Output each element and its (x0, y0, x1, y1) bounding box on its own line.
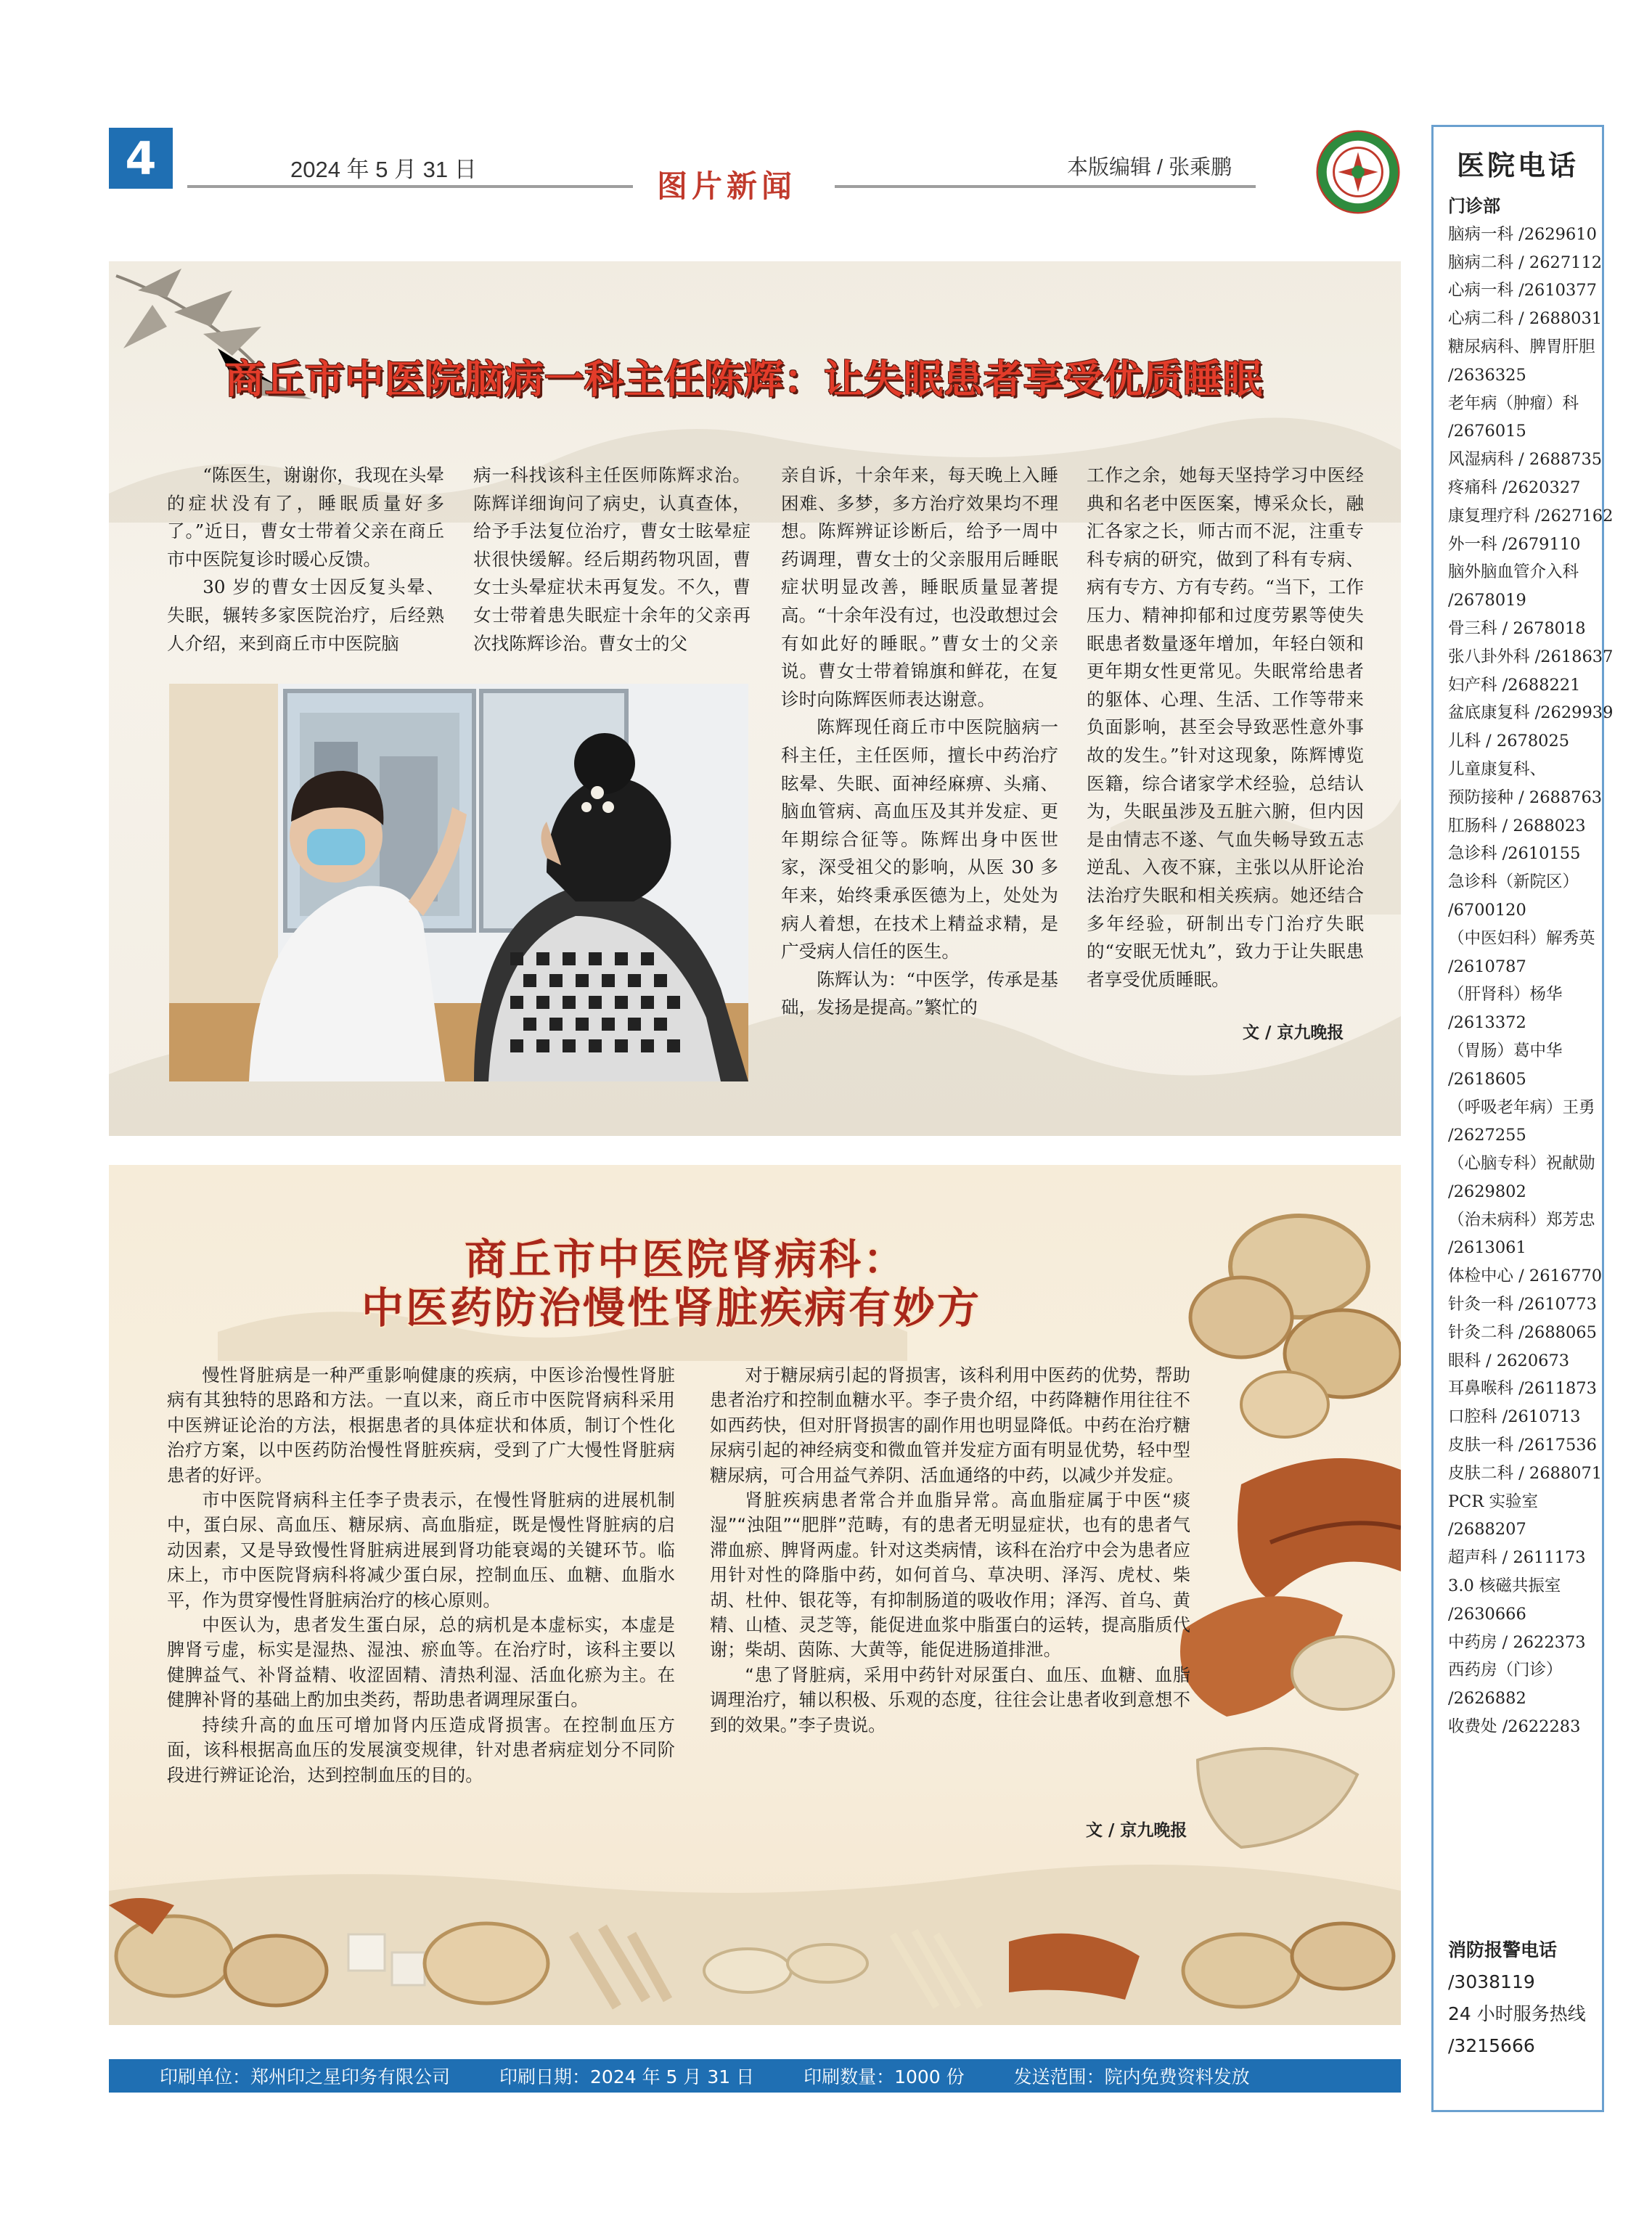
directory-entry: 眼科 / 2620673 (1448, 1351, 1570, 1370)
directory-entry: /2627255 (1448, 1126, 1526, 1145)
directory-entry: 糖尿病科、脾胃肝胆 (1448, 337, 1595, 356)
article-1-column-3 (781, 462, 1058, 1022)
article-1-byline: 文 / 京九晚报 (1243, 1023, 1344, 1042)
footer-print-date: 印刷日期：2024 年 5 月 31 日 (499, 2066, 755, 2087)
directory-title: 医院电话 (1456, 150, 1579, 181)
paragraph: 对于糖尿病引起的肾损害，该科利用中医药的优势，帮助患者治疗和控制血糖水平。李子贵介绍，中药降糖作用往往不如西药快，但对肝肾损害的副作用也明显降低。中药在治疗糖尿病引起的神经病变和微血管并发症方面有明显优势，轻中型糖尿病，可合用益气养阴、活血通络的中药，以减少并发症。 (710, 1365, 1190, 1486)
article-1-column-2 (473, 462, 751, 658)
directory-entry: 心病二科 / 2688031 (1448, 309, 1603, 329)
paragraph: 工作之余，她每天坚持学习中医经典和名老中医医案，博采众长，融汇各家之长，师古而不泥，注重专科专病的研究，做到了科有专病、病有专方、方有专药。“当下，工作压力、精神抑郁和过度劳累等使失眠患者数量逐年增加，年轻白领和更年期女性更常见。失眠常给患者的躯体、心理、生活、工作等带来负面影响，甚至会导致恶性意外事故的发生。”针对这现象，陈辉博览医籍，综合诸家学术经验，总结认为，失眠虽涉及五脏六腑，但内因是由情志不遂、气血失畅导致五志逆乱、入夜不寐，主张以从肝论治法治疗失眠和相关疾病。她还结合多年经验，研制出专门治疗失眠的“安眠无忧丸”，致力于让失眠患者享受优质睡眠。 (1087, 465, 1364, 990)
hospital-logo-icon (1315, 129, 1401, 215)
directory-entry: 预防接种 / 2688763 (1448, 788, 1603, 807)
article-1-column-4 (1087, 462, 1364, 994)
hospital-phone-directory (1431, 125, 1614, 2112)
paragraph: 亲自诉，十余年来，每天晚上入睡困难、多梦，多方治疗效果均不理想。陈辉辨证诊断后，给予一周中药调理，曹女士的父亲服用后睡眠症状明显改善，睡眠质量显著提高。“十余年没有过，也没敢想过会有如此好的睡眠。”曹女士的父亲说。曹女士带着锦旗和鲜花，在复诊时向陈辉医师表达谢意。 (781, 465, 1058, 710)
directory-entry: （呼吸老年病）王勇 (1448, 1097, 1595, 1117)
directory-entry: /2630666 (1448, 1604, 1526, 1624)
paragraph: 陈辉认为：“中医学，传承是基础，发扬是提高。”繁忙的 (781, 968, 1058, 1018)
doctor-treating-patient-photo (169, 684, 748, 1081)
header-rule-left (187, 185, 633, 188)
directory-entry: 老年病（肿瘤）科 (1448, 393, 1579, 413)
directory-entry: /2629802 (1448, 1182, 1526, 1201)
paragraph: “患了肾脏病，采用中药针对尿蛋白、血压、血糖、血脂调理治疗，辅以积极、乐观的态度，往往会让患者收到意想不到的效果。”李子贵说。 (710, 1664, 1190, 1735)
directory-entry: 风湿病科 / 2688735 (1448, 450, 1603, 470)
directory-entry: 儿科 / 2678025 (1448, 732, 1570, 751)
directory-entry: /2613061 (1448, 1238, 1526, 1258)
article-2-title-line-2: 中医药防治慢性肾脏疾病有妙方 (361, 1283, 982, 1333)
page-editor: 本版编辑 / 张乘鹏 (1067, 156, 1232, 179)
directory-entry: /2678019 (1448, 591, 1526, 610)
directory-entry: 肛肠科 / 2688023 (1448, 816, 1586, 835)
directory-entry: 西药房（门诊） (1448, 1661, 1563, 1680)
directory-entry: 针灸一科 /2610773 (1448, 1295, 1597, 1314)
paragraph: 慢性肾脏病是一种严重影响健康的疾病，中医诊治慢性肾脏病有其独特的思路和方法。一直以来，商丘市中医院肾病科采用中医辨证论治的方法，根据患者的具体症状和体质，制订个性化治疗方案，以中医药防治慢性肾脏疾病，受到了广大慢性肾脏病患者的好评。 (167, 1365, 675, 1486)
directory-entry: （心脑专科）祝献勋 (1448, 1154, 1595, 1174)
hotline-label: 24 小时服务热线 (1448, 2003, 1586, 2024)
directory-entry: （中医妇科）解秀英 (1448, 928, 1595, 948)
directory-entry: 脑病二科 / 2627112 (1448, 253, 1603, 272)
issue-date: 2024 年 5 月 31 日 (290, 157, 477, 182)
directory-entry: 3.0 核磁共振室 (1448, 1576, 1561, 1596)
directory-entry: 急诊科（新院区） (1448, 872, 1579, 892)
emergency-numbers (1448, 1934, 1600, 2062)
directory-entry: 皮肤一科 /2617536 (1448, 1436, 1597, 1455)
page-number: 4 (109, 128, 173, 189)
print-info-footer (109, 2059, 1401, 2093)
directory-entry: /2676015 (1448, 422, 1526, 441)
directory-entry: 体检中心 / 2616770 (1448, 1267, 1603, 1286)
directory-entry: （胃肠）葛中华 (1448, 1041, 1563, 1060)
hotline-number: /3215666 (1448, 2035, 1535, 2056)
directory-entry: 心病一科 /2610377 (1448, 281, 1597, 300)
directory-entry: PCR 实验室 (1448, 1492, 1538, 1511)
paragraph: 陈辉现任商丘市中医院脑病一科主任，主任医师，擅长中药治疗眩晕、失眠、面神经麻痹、头痛、脑血管病、高血压及其并发症、更年期综合征等。陈辉出身中医世家，深受祖父的影响，从医 30 多年来，始终秉承医德为上，处处为病人着想，在技术上精益求精，是广受病人信任的医生。 (781, 716, 1058, 962)
article-2-byline: 文 / 京九晚报 (1086, 1820, 1187, 1840)
article-2-column-1 (167, 1363, 675, 1788)
paragraph: 30 岁的曹女士因反复头晕、失眠，辗转多家医院治疗，后经熟人介绍，来到商丘市中医院脑 (167, 576, 444, 654)
header-rule-right (835, 185, 1256, 188)
directory-entry: 康复理疗科 /2627162 (1448, 506, 1614, 525)
footer-quantity: 印刷数量：1000 份 (803, 2066, 965, 2087)
directory-entry: /2610787 (1448, 957, 1526, 976)
directory-entry: 中药房 / 2622373 (1448, 1632, 1586, 1652)
directory-entry: /2688207 (1448, 1520, 1526, 1539)
directory-list (1448, 192, 1614, 1741)
directory-entry: /2613372 (1448, 1013, 1526, 1033)
paragraph: 中医认为，患者发生蛋白尿，总的病机是本虚标实，本虚是脾肾亏虚，标实是湿热、湿浊、瘀血等。在治疗时，该科主要以健脾益气、补肾益精、收涩固精、清热利湿、活血化瘀为主。在健脾补肾的基础上酌加虫类药，帮助患者调理尿蛋白。 (167, 1615, 675, 1711)
footer-distribution: 发送范围：院内免费资料发放 (1013, 2066, 1250, 2087)
article-1-column-1 (167, 462, 444, 658)
directory-entry: 脑外脑血管介入科 (1448, 563, 1579, 582)
article-2-column-2 (710, 1363, 1190, 1738)
directory-entry: 骨三科 / 2678018 (1448, 618, 1586, 638)
directory-entry: /6700120 (1448, 900, 1526, 920)
directory-entry: 超声科 / 2611173 (1448, 1548, 1586, 1568)
footer-printer: 印刷单位：郑州印之星印务有限公司 (160, 2066, 451, 2087)
directory-entry: 收费处 /2622283 (1448, 1717, 1581, 1737)
directory-entry: /2636325 (1448, 365, 1526, 385)
directory-entry: （肝肾科）杨华 (1448, 985, 1563, 1005)
directory-entry: 皮肤二科 / 2688071 (1448, 1463, 1603, 1483)
directory-entry: 针灸二科 /2688065 (1448, 1322, 1597, 1342)
directory-entry: 张八卦外科 /2618637 (1448, 647, 1614, 666)
directory-entry: 耳鼻喉科 /2611873 (1448, 1379, 1597, 1399)
directory-entry: 口腔科 /2610713 (1448, 1407, 1581, 1427)
fire-alarm-number: /3038119 (1448, 1971, 1535, 1992)
fire-alarm-label: 消防报警电话 (1448, 1939, 1558, 1960)
paragraph: 病一科找该科主任医师陈辉求治。陈辉详细询问了病史，认真查体，给予手法复位治疗，曹女士眩晕症状很快缓解。经后期药物巩固，曹女士头晕症状未再复发。不久，曹女士带着患失眠症十余年的父亲再次找陈辉诊治。曹女士的父 (473, 465, 751, 654)
directory-entry: 脑病一科 /2629610 (1448, 224, 1597, 244)
article-2-title-line-1: 商丘市中医院肾病科： (465, 1235, 908, 1284)
directory-entry: 妇产科 /2688221 (1448, 675, 1581, 695)
directory-entry: 外一科 /2679110 (1448, 534, 1581, 554)
directory-entry: 儿童康复科、 (1448, 759, 1547, 779)
article-1-title: 商丘市中医院脑病一科主任陈辉：让失眠患者享受优质睡眠 (225, 356, 1263, 402)
directory-entry: 急诊科 /2610155 (1448, 844, 1581, 864)
paragraph: 肾脏疾病患者常合并血脂异常。高血脂症属于中医“痰湿”“浊阻”“肥胖”范畴，有的患者无明显症状，也有的患者气滞血瘀、脾肾两虚。针对这类病情，该科在治疗中会为患者应用针对性的降脂中药，如何首乌、草决明、泽泻、虎杖、柴胡、杜仲、银花等，有抑制肠道的吸收作用；泽泻、首乌、黄精、山楂、灵芝等，能促进血浆中脂蛋白的运转，提高脂质代谢；柴胡、茵陈、大黄等，能促进肠道排泄。 (710, 1490, 1190, 1661)
paragraph: 市中医院肾病科主任李子贵表示，在慢性肾脏病的进展机制中，蛋白尿、高血压、糖尿病、高血脂症，既是慢性肾脏病的启动因素，又是导致慢性肾脏病进展到肾功能衰竭的关键环节。临床上，市中医院肾病科将减少蛋白尿，控制血压、血糖、血脂水平，作为贯穿慢性肾脏病治疗的核心原则。 (167, 1490, 675, 1611)
directory-entry: /2618605 (1448, 1069, 1526, 1089)
directory-department-label: 门诊部 (1448, 196, 1500, 216)
directory-entry: 盆底康复科 /2629939 (1448, 703, 1614, 723)
directory-entry: 疼痛科 /2620327 (1448, 478, 1581, 497)
section-title: 图片新闻 (657, 168, 797, 204)
directory-entry: （治未病科）郑芳忠 (1448, 1210, 1595, 1230)
paragraph: “陈医生，谢谢你，我现在头晕的症状没有了，睡眠质量好多了。”近日，曹女士带着父亲在商丘市中医院复诊时暖心反馈。 (167, 465, 444, 570)
directory-entry: /2626882 (1448, 1689, 1526, 1709)
paragraph: 持续升高的血压可增加肾内压造成肾损害。在控制血压方面，该科根据高血压的发展演变规律，针对患者病症划分不同阶段进行辨证论治，达到控制血压的目的。 (167, 1714, 675, 1786)
